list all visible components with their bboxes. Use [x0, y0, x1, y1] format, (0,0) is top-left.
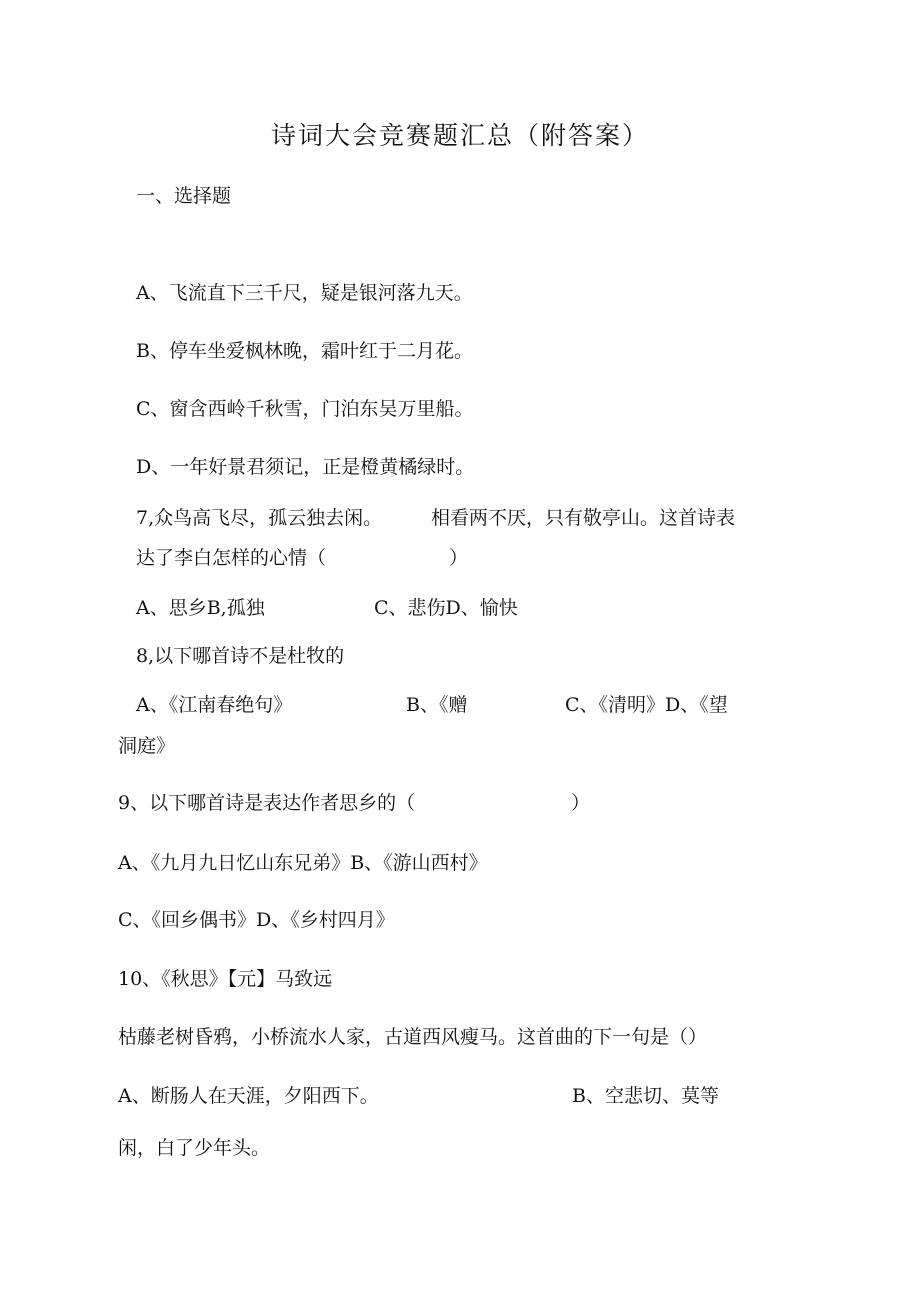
section-heading: 一、选择题: [136, 185, 232, 207]
q7-options-ab: A、思乡B,孤独: [136, 597, 265, 619]
q9-options-cd: C、《回乡偶书》D、《乡村四月》: [118, 909, 395, 931]
q9-stem-text: 9、以下哪首诗是表达作者思乡的（: [118, 792, 416, 814]
q9-options-ab: A、《九月九日忆山东兄弟》B、《游山西村》: [118, 852, 488, 874]
q10-option-a: A、断肠人在天涯，夕阳西下。: [118, 1085, 379, 1107]
q10-option-b-cont: 闲，白了少年头。: [118, 1137, 271, 1159]
q7-stem-line2-close: ）: [449, 547, 469, 569]
q8-option-b: B、《赠: [406, 694, 468, 716]
q7-options-cd: C、悲伤D、愉快: [374, 597, 518, 619]
q9-stem-close: ）: [571, 792, 591, 814]
q8-option-cd: C、《清明》D、《望: [565, 694, 728, 716]
q7-stem-part1: 7,众鸟高飞尽，孤云独去闲。: [136, 507, 383, 529]
q6-option-c: C、窗含西岭千秋雪，门泊东吴万里船。: [136, 398, 474, 420]
q6-option-d: D、一年好景君须记，正是橙黄橘绿时。: [136, 456, 475, 478]
q7-stem-line2-text: 达了李白怎样的心情（: [136, 547, 327, 569]
q8-option-d-cont: 洞庭》: [118, 735, 176, 757]
q10-option-b: B、空悲切、莫等: [572, 1085, 719, 1107]
q8-stem: 8,以下哪首诗不是杜牧的: [136, 645, 345, 667]
q10-stem: 枯藤老树昏鸦，小桥流水人家，古道西风瘦马。这首曲的下一句是（）: [118, 1026, 708, 1048]
q8-option-a: A、《江南春绝句》: [136, 694, 293, 716]
q7-stem-part2: 相看两不厌，只有敬亭山。这首诗表: [431, 507, 736, 529]
page-title: 诗词大会竞赛题汇总（附答案）: [270, 121, 649, 150]
q6-option-b: B、停车坐爱枫林晚，霜叶红于二月花。: [136, 340, 473, 362]
q10-header: 10、《秋思》【元】马致远: [118, 968, 333, 990]
q6-option-a: A、飞流直下三千尺，疑是银河落九天。: [136, 282, 473, 304]
